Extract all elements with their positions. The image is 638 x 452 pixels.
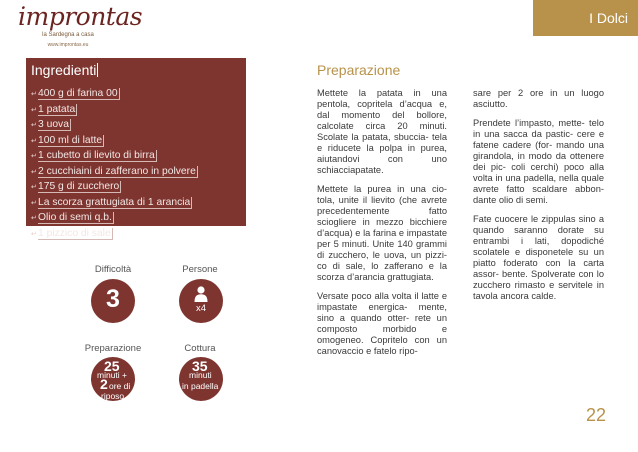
- prep-hours: 2: [100, 376, 108, 392]
- ingredients-list: [31, 86, 198, 241]
- prep-time-label: Preparazione: [84, 343, 142, 354]
- ingredient-item[interactable]: ↵1 pizzico di sale: [31, 226, 198, 242]
- bullet-icon: ↵: [31, 91, 37, 98]
- person-icon: [194, 286, 208, 302]
- bullet-icon: ↵: [31, 168, 37, 176]
- bullet-icon: ↵: [31, 106, 37, 114]
- ingredient-item[interactable]: ↵1 cubetto di lievito di birra: [31, 148, 198, 164]
- ingredient-item[interactable]: ↵400 g di farina 00: [31, 86, 198, 102]
- people-badge: [179, 279, 223, 323]
- bullet-icon: ↵: [31, 230, 37, 238]
- difficulty-label: Difficoltà: [94, 264, 132, 275]
- section-header: [533, 0, 638, 36]
- cooking-time-label: Cottura: [184, 343, 216, 354]
- bullet-icon: ↵: [31, 153, 37, 160]
- brand-logo: [18, 2, 143, 58]
- logo-tagline: la Sardegna a casa: [42, 32, 94, 38]
- preparation-paragraph: Mettete la patata in una pentola, copritela d’acqua e, dal momento del bollore, calcolate circa 20 minuti. Scolate la patata, sbuccia- tela e riducete la polpa in purea, aiutandovi con uno schiacciapatate.: [317, 88, 447, 175]
- ingredient-item[interactable]: ↵100 ml di latte: [31, 133, 198, 149]
- preparation-title: Preparazione: [317, 62, 401, 78]
- bullet-icon: ↵: [31, 199, 37, 207]
- bullet-icon: ↵: [31, 215, 37, 222]
- cooking-time-badge: [179, 357, 223, 401]
- ingredient-item[interactable]: ↵3 uova: [31, 117, 198, 133]
- ingredients-title[interactable]: [31, 62, 98, 78]
- preparation-paragraph: Fate cuocere le zippulas sino a quando saranno dorate su entrambi i lati, dopodiché scolatele e disponetele su un piatto foderato con la carta assor- bente. Spolverate con lo zucchero rimasto e servitele in tavola ancora calde.: [473, 214, 604, 301]
- section-title: I Dolci: [589, 10, 628, 26]
- ingredients-panel: [26, 58, 246, 239]
- page-number: 22: [586, 405, 607, 425]
- ingredients-title-text: Ingredienti: [31, 62, 97, 78]
- ingredient-item[interactable]: ↵175 g di zucchero: [31, 179, 198, 195]
- preparation-paragraph: Mettete la purea in una cio- tola, unite il lievito (che avrete precedentemente fatto sciogliere in mezzo bicchiere d’acqua) e la farina e impastate per 5 minuti. Unite 140 grammi di zucchero, le uova, un pizzi- co di sale, lo zafferano e la scorza d’arancia grattugiata.: [317, 184, 447, 282]
- preparation-paragraph: sare per 2 ore in un luogo asciutto.: [473, 88, 604, 109]
- ingredient-item[interactable]: ↵La scorza grattugiata di 1 arancia: [31, 195, 198, 211]
- prep-time-badge: [91, 357, 135, 401]
- preparation-paragraph: Prendete l’impasto, mette- telo in una sacca da pastic- cere e fatene cadere (for- mando una girandola, in modo da ottenere dei pic- coli cerchi) poco alla volta in una padella, nella quale avrete fatto scaldare abbon- dante olio di semi.: [473, 118, 604, 205]
- cooking-detail: in padella: [182, 381, 219, 391]
- ingredient-item[interactable]: ↵Olio di semi q.b.: [31, 210, 198, 226]
- cooking-minutes-unit: minuti: [189, 370, 212, 380]
- people-label: Persone: [182, 264, 218, 275]
- text-cursor: [97, 63, 98, 77]
- cooking-minutes: 35: [192, 358, 208, 374]
- bullet-icon: ↵: [31, 137, 37, 145]
- ingredient-item[interactable]: ↵1 patata: [31, 102, 198, 118]
- logo-url: www.improntas.eu: [47, 42, 89, 48]
- prep-minutes: 25: [104, 358, 120, 374]
- bullet-icon: ↵: [31, 122, 37, 129]
- difficulty-badge: [91, 279, 135, 323]
- bullet-icon: ↵: [31, 184, 37, 191]
- ingredient-item[interactable]: ↵2 cucchiaini di zafferano in polvere: [31, 164, 198, 180]
- prep-minutes-unit: minuti +: [97, 370, 127, 380]
- preparation-column-1: [317, 88, 447, 365]
- prep-hours-unit: ore di: [109, 381, 131, 391]
- people-value: x4: [195, 303, 207, 314]
- prep-rest: riposo: [101, 391, 125, 401]
- logo-wordmark: improntas: [18, 2, 143, 31]
- difficulty-value: 3: [106, 285, 120, 313]
- preparation-paragraph: Versate poco alla volta il latte e impastate energica- mente, sino a quando otter- rete un composto morbido e omogeneo. Copritelo con un canovaccio e fatelo ripo-: [317, 291, 447, 356]
- preparation-column-2: [473, 88, 604, 310]
